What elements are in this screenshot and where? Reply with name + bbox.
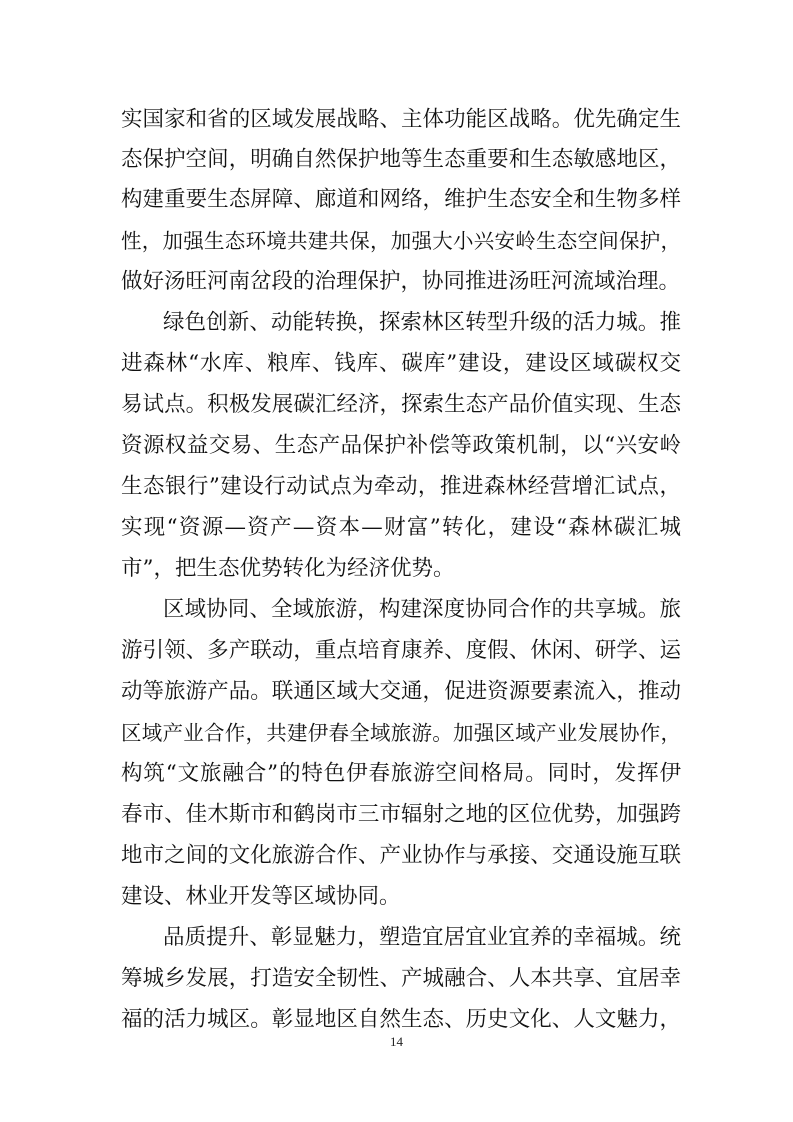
paragraph-4-line-3: 福的活力城区。彰显地区自然生态、历史文化、人文魅力，: [121, 1007, 681, 1032]
paragraph-3-lead: 区域协同、全域旅游，构建深度协同合作的共享城。: [163, 597, 660, 622]
paragraph-3-line-3: 动等旅游产品。联通区域大交通，促进资源要素流入，推动: [121, 679, 681, 704]
paragraph-2-line-2: 进森林“水库、粮库、钱库、碳库”建设，建设区域碳权交: [121, 351, 681, 376]
paragraph-3-line-5: 构筑“文旅融合”的特色伊春旅游空间格局。同时，发挥伊: [121, 761, 681, 786]
page-number: 14: [390, 1034, 403, 1049]
paragraph-2-lead: 绿色创新、动能转换，探索林区转型升级的活力城。: [163, 310, 660, 335]
paragraph-3-line-7: 地市之间的文化旅游合作、产业协作与承接、交通设施互联: [121, 843, 681, 868]
paragraph-3-line-4: 区域产业合作，共建伊春全域旅游。加强区域产业发展协作，: [121, 721, 681, 745]
paragraph-3-line-2: 游引领、多产联动，重点培育康养、度假、休闲、研学、运: [121, 638, 681, 663]
paragraph-4-line-1-text: 统: [659, 925, 681, 950]
paragraph-1-line-2: 态保护空间，明确自然保护地等生态重要和生态敏感地区，: [121, 147, 681, 172]
paragraph-4-line-1: [163, 918, 681, 958]
paragraph-3-line-1-text: 旅: [659, 597, 681, 622]
paragraph-1-line-3: 构建重要生态屏障、廊道和网络，维护生态安全和生物多样: [121, 187, 681, 212]
paragraph-4-lead: 品质提升、彰显魅力，塑造宜居宜业宜养的幸福城。: [163, 925, 660, 950]
paragraph-2-line-1-text: 推: [659, 310, 681, 335]
paragraph-4-line-2: 筹城乡发展，打造安全韧性、产城融合、人本共享、宜居幸: [121, 966, 681, 991]
paragraph-2-line-1: [163, 303, 681, 343]
paragraph-2-line-4: 资源权益交易、生态产品保护补偿等政策机制，以“兴安岭: [121, 433, 681, 458]
paragraph-1-line-4: 性，加强生态环境共建共保，加强大小兴安岭生态空间保护，: [121, 229, 681, 253]
paragraph-2-line-6: 实现“资源—资产—资本—财富”转化，建设“森林碳汇城: [121, 515, 681, 540]
paragraph-1-line-1: 实国家和省的区域发展战略、主体功能区战略。优先确定生: [121, 107, 681, 132]
paragraph-3-line-6: 春市、佳木斯市和鹤岗市三市辐射之地的区位优势，加强跨: [121, 802, 681, 827]
paragraph-2-line-3: 易试点。积极发展碳汇经济，探索生态产品价值实现、生态: [121, 392, 681, 417]
paragraph-3-line-1: [163, 590, 681, 630]
paragraph-2-line-5: 生态银行”建设行动试点为牵动，推进森林经营增汇试点，: [121, 474, 681, 499]
paragraph-3-line-8: 建设、林业开发等区域协同。: [121, 884, 401, 909]
paragraph-1-line-5: 做好汤旺河南岔段的治理保护，协同推进汤旺河流域治理。: [121, 269, 681, 294]
paragraph-2-line-7: 市”，把生态优势转化为经济优势。: [121, 556, 455, 581]
